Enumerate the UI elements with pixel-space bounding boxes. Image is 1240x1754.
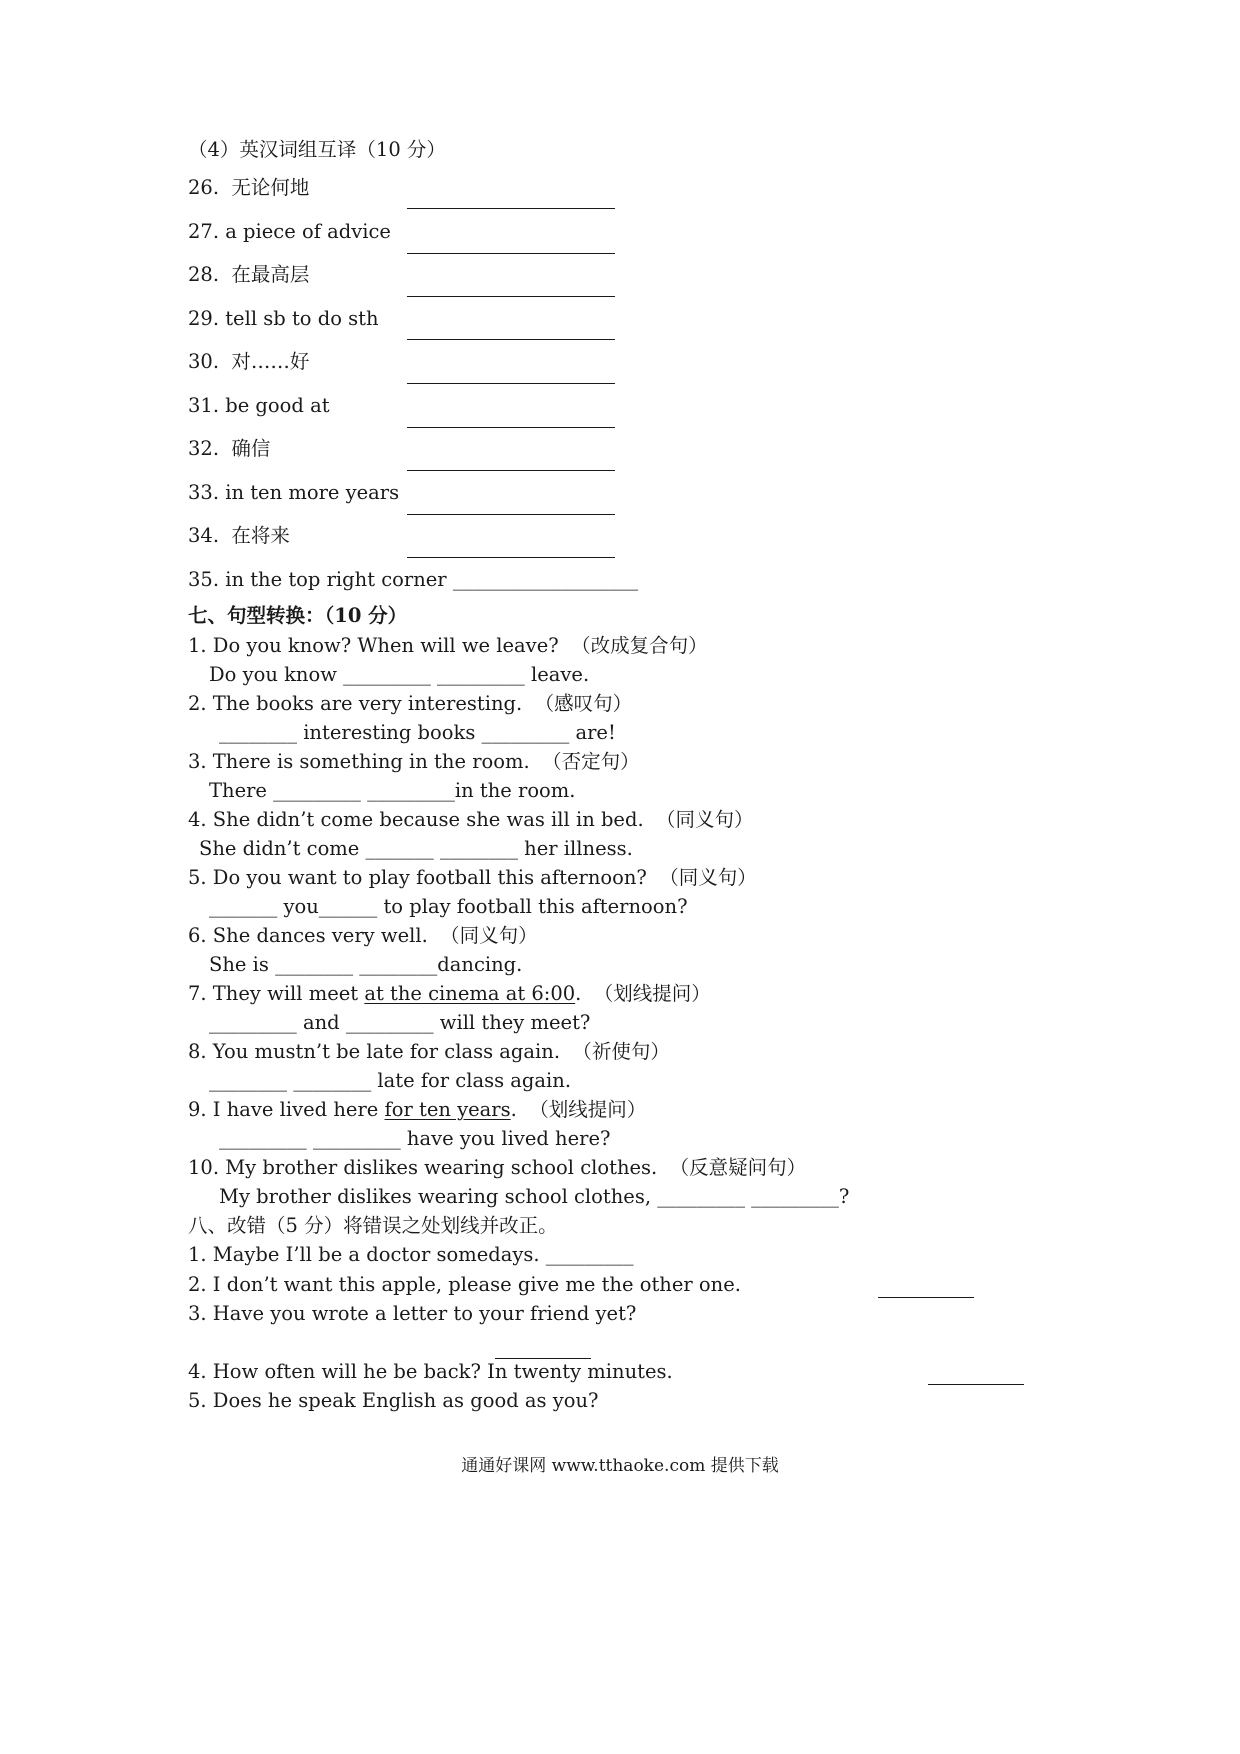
answer-line-10[interactable]: My brother dislikes wearing school clothes, _________ _________? [219, 1185, 850, 1208]
answer-line-9[interactable]: _________ _________ have you lived here? [219, 1127, 611, 1150]
answer-line-8[interactable]: ________ ________ late for class again. [209, 1069, 572, 1092]
answer-blank-34[interactable] [407, 557, 615, 558]
answer-line-1[interactable]: Do you know _________ _________ leave. [209, 663, 590, 686]
answer-line-3[interactable]: There _________ _________in the room. [209, 779, 576, 802]
vocab-item-30: 30. 对……好 [188, 350, 310, 373]
correction-blank-2[interactable] [878, 1297, 974, 1298]
correction-blank-4[interactable] [928, 1384, 1024, 1385]
question-9-text-post: . （划线提问） [510, 1098, 647, 1121]
section-4-title: （4）英汉词组互译（10 分） [188, 138, 446, 161]
vocab-item-34: 34. 在将来 [188, 524, 290, 547]
vocab-item-27: 27. a piece of advice [188, 220, 391, 243]
correction-item-5: 5. Does he speak English as good as you? [188, 1389, 599, 1412]
answer-blank-33[interactable] [407, 514, 615, 515]
answer-line-6[interactable]: She is ________ ________dancing. [209, 953, 523, 976]
answer-blank-26[interactable] [407, 208, 615, 209]
question-1: 1. Do you know? When will we leave? （改成复合句） [188, 634, 708, 657]
answer-blank-29[interactable] [407, 339, 615, 340]
answer-line-4[interactable]: She didn’t come _______ ________ her illness. [199, 837, 633, 860]
question-7-text-pre: 7. They will meet [188, 982, 365, 1005]
question-7-underlined: at the cinema at 6:00 [364, 982, 576, 1005]
correction-item-2: 2. I don’t want this apple, please give me the other one. [188, 1273, 741, 1296]
section-8-title: 八、改错（5 分）将错误之处划线并改正。 [188, 1214, 558, 1237]
answer-line-5[interactable]: _______ you______ to play football this afternoon? [209, 895, 688, 918]
correction-item-3: 3. Have you wrote a letter to your friend yet? [188, 1302, 637, 1325]
question-9-text-pre: 9. I have lived here [188, 1098, 385, 1121]
question-3: 3. There is something in the room. （否定句） [188, 750, 640, 773]
answer-blank-32[interactable] [407, 470, 615, 471]
question-7-text-post: . （划线提问） [575, 982, 711, 1005]
correction-item-4: 4. How often will he be back? In twenty minutes. [188, 1360, 673, 1383]
question-2: 2. The books are very interesting. （感叹句） [188, 692, 633, 715]
vocab-item-35: 35. in the top right corner ___________________ [188, 568, 639, 591]
answer-blank-31[interactable] [407, 427, 615, 428]
question-10: 10. My brother dislikes wearing school clothes. （反意疑问句） [188, 1156, 807, 1179]
question-7 [188, 980, 711, 1008]
question-9-underlined: for ten years [384, 1098, 511, 1121]
question-4: 4. She didn’t come because she was ill in bed. （同义句） [188, 808, 754, 831]
answer-line-7[interactable]: _________ and _________ will they meet? [209, 1011, 591, 1034]
vocab-item-32: 32. 确信 [188, 437, 271, 460]
answer-blank-30[interactable] [407, 383, 615, 384]
question-9 [188, 1096, 646, 1124]
question-5: 5. Do you want to play football this afternoon? （同义句） [188, 866, 757, 889]
correction-item-1: 1. Maybe I’ll be a doctor somedays. _________ [188, 1243, 634, 1266]
vocab-item-28: 28. 在最高层 [188, 263, 310, 286]
vocab-item-33: 33. in ten more years [188, 481, 400, 504]
question-6: 6. She dances very well. （同义句） [188, 924, 538, 947]
section-7-title: 七、句型转换：（10 分） [188, 604, 408, 627]
vocab-item-26: 26. 无论何地 [188, 176, 310, 199]
answer-line-2[interactable]: ________ interesting books _________ are! [219, 721, 616, 744]
page-footer: 通通好课网 www.tthaoke.com 提供下载 [461, 1456, 779, 1476]
answer-blank-27[interactable] [407, 253, 615, 254]
question-8: 8. You mustn’t be late for class again. （祈使句） [188, 1040, 670, 1063]
answer-blank-28[interactable] [407, 296, 615, 297]
vocab-item-31: 31. be good at [188, 394, 330, 417]
vocab-item-29: 29. tell sb to do sth [188, 307, 379, 330]
